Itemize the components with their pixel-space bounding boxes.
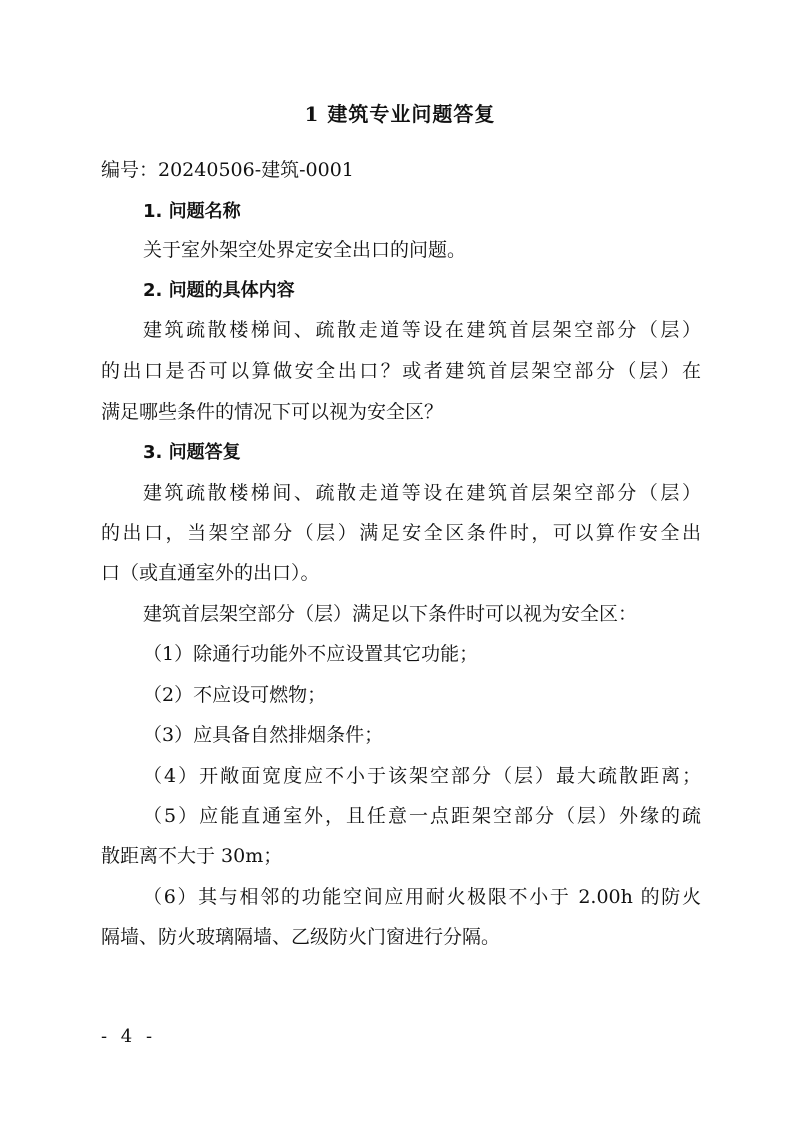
condition-item-6-cont: 隔墙、防火玻璃隔墙、乙级防火门窗进行分隔。 <box>101 926 501 948</box>
condition-item-5: （5）应能直通室外，且任意一点距架空部分（层）外缘的疏 <box>143 805 701 827</box>
condition-item-4: （4）开敞面宽度应不小于该架空部分（层）最大疏散距离； <box>143 765 701 787</box>
document-number: 编号：20240506-建筑-0001 <box>101 159 354 181</box>
condition-item-3: （3）应具备自然排烟条件； <box>143 724 384 746</box>
section-2-line: 满足哪些条件的情况下可以视为安全区？ <box>101 401 444 423</box>
conditions-intro: 建筑首层架空部分（层）满足以下条件时可以视为安全区： <box>143 603 638 625</box>
section-heading-1: 1. 问题名称 <box>143 201 241 222</box>
section-2-line: 的出口是否可以算做安全出口？或者建筑首层架空部分（层）在 <box>101 360 701 382</box>
condition-item-5-cont: 散距离不大于 30m； <box>101 845 283 867</box>
condition-item-2: （2）不应设可燃物； <box>143 684 327 706</box>
document-title: 1 建筑专业问题答复 <box>304 102 496 126</box>
section-2-line: 建筑疏散楼梯间、疏散走道等设在建筑首层架空部分（层） <box>143 319 701 341</box>
section-heading-2: 2. 问题的具体内容 <box>143 280 295 301</box>
answer-line: 建筑疏散楼梯间、疏散走道等设在建筑首层架空部分（层） <box>143 482 701 504</box>
condition-item-1: （1）除通行功能外不应设置其它功能； <box>143 643 479 665</box>
condition-item-6: （6）其与相邻的功能空间应用耐火极限不小于 2.00h 的防火 <box>143 886 701 908</box>
answer-line: 口（或直通室外的出口）。 <box>101 562 320 584</box>
section-heading-3: 3. 问题答复 <box>143 442 241 463</box>
page-number: - 4 - <box>101 1026 157 1047</box>
section-1-text: 关于室外架空处界定安全出口的问题。 <box>143 239 467 261</box>
answer-line: 的出口，当架空部分（层）满足安全区条件时，可以算作安全出 <box>101 522 701 544</box>
